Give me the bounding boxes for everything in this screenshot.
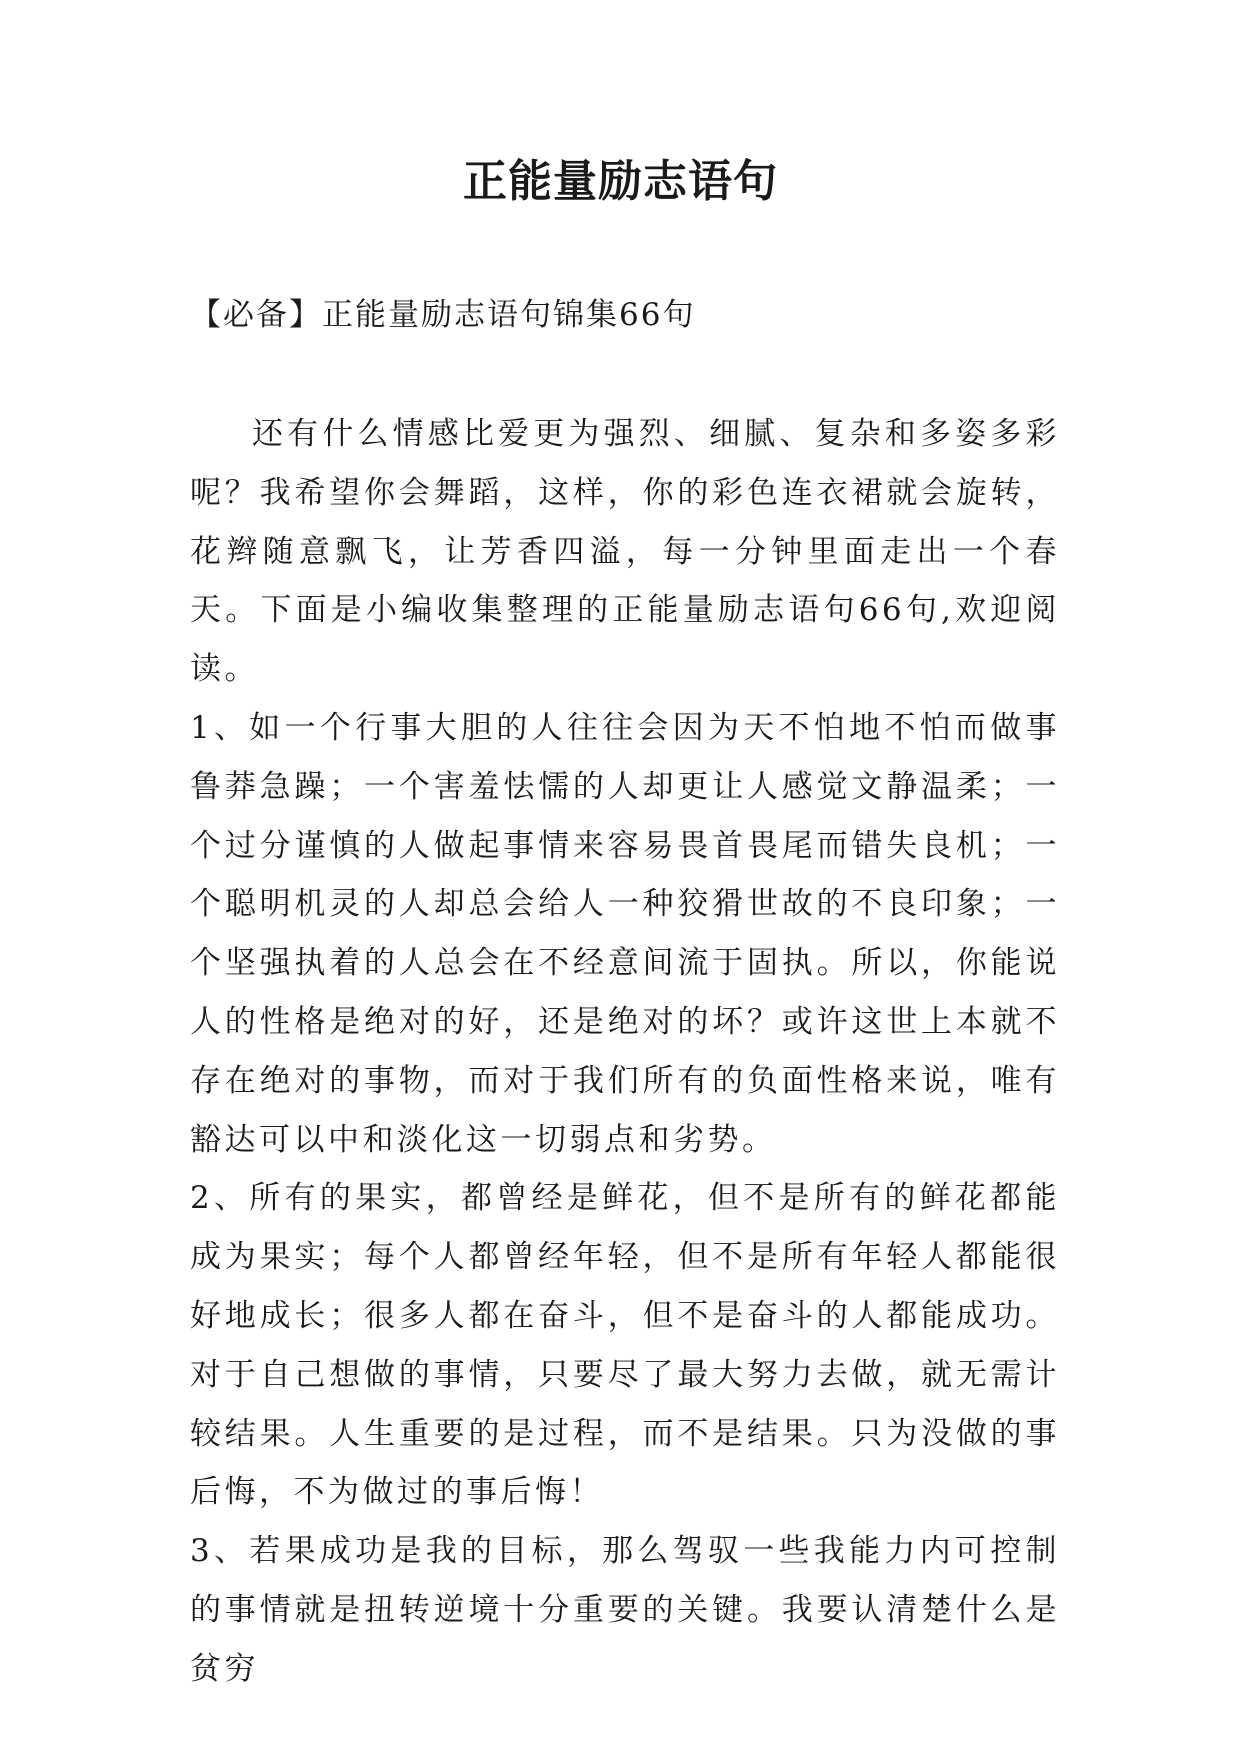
body-paragraph-2: 2、所有的果实，都曾经是鲜花，但不是所有的鲜花都能成为果实；每个人都曾经年轻，但不是所有年轻人都能很好地成长；很多人都在奋斗，但不是奋斗的人都能成功。对于自己想做的事情，只要尽了最大努力去做，就无需计较结果。人生重要的是过程，而不是结果。只为没做的事后悔，不为做过的事后悔！: [190, 1180, 1060, 1511]
document-title: 正能量励志语句: [463, 156, 778, 207]
document-body: [190, 405, 1060, 1699]
document-subtitle: 【必备】正能量励志语句锦集66句: [190, 297, 696, 333]
intro-paragraph: 还有什么情感比爱更为强烈、细腻、复杂和多姿多彩呢？我希望你会舞蹈，这样，你的彩色连衣裙就会旋转，花辫随意飘飞，让芳香四溢，每一分钟里面走出一个春天。下面是小编收集整理的正能量励志语句66句,欢迎阅读。: [190, 416, 1060, 688]
body-paragraph-1: 1、如一个行事大胆的人往往会因为天不怕地不怕而做事鲁莽急躁；一个害羞怯懦的人却更让人感觉文静温柔；一个过分谨慎的人做起事情来容易畏首畏尾而错失良机；一个聪明机灵的人却总会给人一种狡猾世故的不良印象；一个坚强执着的人总会在不经意间流于固执。所以，你能说人的性格是绝对的好，还是绝对的坏？或许这世上本就不存在绝对的事物，而对于我们所有的负面性格来说，唯有豁达可以中和淡化这一切弱点和劣势。: [190, 709, 1060, 1158]
body-paragraph-3: 3、若果成功是我的目标，那么驾驭一些我能力内可控制的事情就是扭转逆境十分重要的关键。我要认清楚什么是贫穷: [190, 1533, 1060, 1687]
